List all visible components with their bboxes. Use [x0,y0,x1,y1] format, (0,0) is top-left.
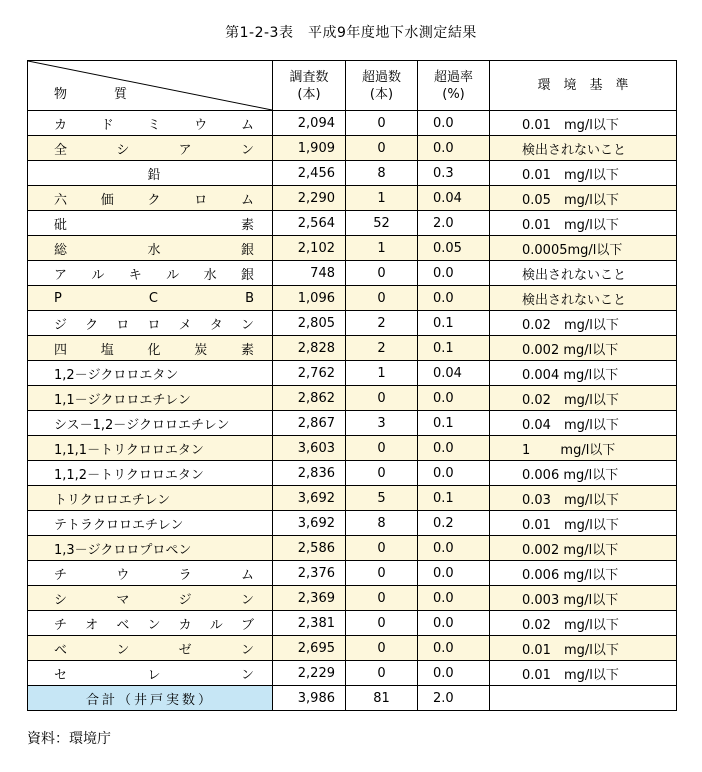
substance-name [28,561,273,586]
environmental-standard: 0.003 mg/l以下 [490,586,677,611]
substance-name-text: セ レ ン [54,667,254,683]
environmental-standard: 0.05 mg/l以下 [490,186,677,211]
survey-count: 2,867 [273,411,346,436]
substance-name-text: 総 水 銀 [54,242,254,258]
survey-count: 3,603 [273,436,346,461]
exceed-count: 0 [346,636,418,661]
environmental-standard: 0.004 mg/l以下 [490,361,677,386]
survey-count: 2,369 [273,586,346,611]
survey-count: 2,102 [273,236,346,261]
substance-name-text: ジ ク ロ ロ メ タ ン [54,317,254,333]
environmental-standard: 0.02 mg/l以下 [490,311,677,336]
exceed-rate: 0.0 [418,136,490,161]
survey-count: 2,586 [273,536,346,561]
header-rate [418,61,490,111]
exceed-count: 0 [346,261,418,286]
exceed-rate: 0.0 [418,286,490,311]
substance-name-text: 1,1－ジクロロエチレン [54,392,191,408]
exceed-count: 1 [346,186,418,211]
exceed-count: 1 [346,236,418,261]
table-row [28,136,677,161]
substance-name-text: 全 シ ア ン [54,142,254,158]
survey-count: 748 [273,261,346,286]
table-row [28,536,677,561]
header-substance [28,61,273,111]
exceed-count: 0 [346,536,418,561]
header-exceed [346,61,418,111]
substance-name-text: 1,1,1－トリクロロエタン [54,442,204,458]
environmental-standard: 0.01 mg/l以下 [490,111,677,136]
substance-name [28,161,273,186]
exceed-rate: 0.1 [418,486,490,511]
exceed-rate: 0.0 [418,436,490,461]
table-row [28,186,677,211]
exceed-rate: 0.0 [418,661,490,686]
environmental-standard: 0.006 mg/l以下 [490,461,677,486]
environmental-standard: 0.03 mg/l以下 [490,486,677,511]
environmental-standard: 0.002 mg/l以下 [490,536,677,561]
total-rate: 2.0 [418,686,490,711]
total-label: 合計（井戸実数） [28,686,273,711]
exceed-count: 0 [346,461,418,486]
source-note: 資料：環境庁 [27,731,111,747]
survey-count: 2,229 [273,661,346,686]
environmental-standard: 0.01 mg/l以下 [490,161,677,186]
environmental-standard: 0.0005mg/l以下 [490,236,677,261]
table-row [28,586,677,611]
exceed-rate: 0.0 [418,636,490,661]
exceed-rate: 0.3 [418,161,490,186]
survey-count: 3,692 [273,486,346,511]
substance-name-text: 1,2－ジクロロエタン [54,367,179,383]
substance-name-text: 1,3－ジクロロプロペン [54,542,192,558]
total-standard [490,686,677,711]
header-exceed-line2: (本) [369,86,394,102]
environmental-standard: 0.002 mg/l以下 [490,336,677,361]
exceed-count: 0 [346,586,418,611]
table-row [28,436,677,461]
header-rate-line2: (%) [442,86,465,102]
substance-name-text: チ オ ベ ン カ ル ブ [54,617,254,633]
survey-count: 2,828 [273,336,346,361]
exceed-rate: 2.0 [418,211,490,236]
environmental-standard: 0.04 mg/l以下 [490,411,677,436]
substance-name [28,311,273,336]
exceed-rate: 0.0 [418,261,490,286]
table-row [28,111,677,136]
substance-name [28,536,273,561]
substance-name [28,386,273,411]
table-body [28,111,677,686]
exceed-count: 0 [346,661,418,686]
exceed-count: 0 [346,136,418,161]
substance-name-text: テトラクロロエチレン [54,517,184,533]
exceed-rate: 0.0 [418,611,490,636]
survey-count: 2,762 [273,361,346,386]
environmental-standard: 0.006 mg/l以下 [490,561,677,586]
substance-name [28,136,273,161]
exceed-rate: 0.04 [418,361,490,386]
survey-count: 2,564 [273,211,346,236]
substance-name [28,211,273,236]
survey-count: 1,096 [273,286,346,311]
substance-name [28,111,273,136]
survey-count: 2,376 [273,561,346,586]
substance-name-text: 四 塩 化 炭 素 [54,342,254,358]
exceed-count: 0 [346,286,418,311]
groundwater-results-table [27,60,677,711]
substance-name-text: 鉛 [147,167,161,183]
table-row [28,211,677,236]
survey-count: 1,909 [273,136,346,161]
exceed-rate: 0.0 [418,386,490,411]
table-row [28,336,677,361]
substance-name [28,286,273,311]
table-row [28,161,677,186]
environmental-standard: 0.01 mg/l以下 [490,636,677,661]
exceed-count: 0 [346,111,418,136]
substance-name-text: シス－1,2－ジクロロエチレン [54,417,230,433]
exceed-rate: 0.1 [418,411,490,436]
exceed-rate: 0.1 [418,336,490,361]
substance-name-text: 砒 素 [54,217,254,233]
table-row [28,311,677,336]
substance-name-text: 六 価 ク ロ ム [54,192,254,208]
exceed-rate: 0.0 [418,461,490,486]
exceed-rate: 0.2 [418,511,490,536]
header-count-line2: (本) [297,86,321,102]
environmental-standard: 0.02 mg/l以下 [490,386,677,411]
table-row [28,561,677,586]
table-row [28,386,677,411]
substance-name [28,586,273,611]
survey-count: 2,456 [273,161,346,186]
exceed-count: 0 [346,561,418,586]
table-row [28,636,677,661]
exceed-count: 2 [346,336,418,361]
exceed-rate: 0.0 [418,111,490,136]
substance-name [28,186,273,211]
header-count [273,61,346,111]
header-exceed-line1: 超過数 [361,69,401,85]
substance-name [28,361,273,386]
exceed-rate: 0.04 [418,186,490,211]
substance-name-text: シ マ ジ ン [54,592,254,608]
table-row [28,236,677,261]
table-row [28,486,677,511]
environmental-standard: 検出されないこと [490,136,677,161]
table-row [28,286,677,311]
table-row [28,461,677,486]
substance-name-text: P C B [54,290,254,306]
environmental-standard: 検出されないこと [490,261,677,286]
environmental-standard: 1 mg/l以下 [490,436,677,461]
substance-name [28,511,273,536]
environmental-standard: 0.01 mg/l以下 [490,211,677,236]
table-row [28,611,677,636]
header-count-line1: 調査数 [289,69,329,85]
substance-name [28,411,273,436]
substance-name-text: 1,1,2－トリクロロエタン [54,467,204,483]
exceed-rate: 0.05 [418,236,490,261]
table-row [28,261,677,286]
survey-count: 2,381 [273,611,346,636]
exceed-count: 1 [346,361,418,386]
exceed-count: 0 [346,386,418,411]
environmental-standard: 0.01 mg/l以下 [490,511,677,536]
total-count: 3,986 [273,686,346,711]
substance-name [28,236,273,261]
substance-name [28,336,273,361]
substance-name [28,661,273,686]
exceed-count: 0 [346,436,418,461]
total-row [28,686,677,711]
survey-count: 2,836 [273,461,346,486]
substance-name [28,486,273,511]
exceed-rate: 0.0 [418,586,490,611]
exceed-count: 8 [346,511,418,536]
exceed-count: 0 [346,611,418,636]
exceed-count: 8 [346,161,418,186]
survey-count: 2,805 [273,311,346,336]
table-row [28,361,677,386]
header-row [28,61,677,111]
environmental-standard: 0.02 mg/l以下 [490,611,677,636]
environmental-standard: 0.01 mg/l以下 [490,661,677,686]
substance-name [28,636,273,661]
exceed-count: 52 [346,211,418,236]
substance-name-text: カ ド ミ ウ ム [54,117,254,133]
survey-count: 2,862 [273,386,346,411]
header-substance-label: 物 質 [54,87,130,102]
substance-name-text: ベ ン ゼ ン [54,642,254,658]
substance-name [28,261,273,286]
substance-name-text: チ ウ ラ ム [54,567,254,583]
exceed-rate: 0.0 [418,561,490,586]
exceed-rate: 0.1 [418,311,490,336]
header-standard: 環 境 基 準 [490,61,677,111]
exceed-rate: 0.0 [418,536,490,561]
survey-count: 2,290 [273,186,346,211]
survey-count: 2,094 [273,111,346,136]
table-row [28,661,677,686]
survey-count: 2,695 [273,636,346,661]
header-rate-line1: 超過率 [433,69,473,85]
substance-name [28,436,273,461]
substance-name [28,611,273,636]
substance-name [28,461,273,486]
exceed-count: 2 [346,311,418,336]
environmental-standard: 検出されないこと [490,286,677,311]
table-row [28,511,677,536]
exceed-count: 3 [346,411,418,436]
exceed-count: 5 [346,486,418,511]
substance-name-text: ア ル キ ル 水 銀 [54,267,254,283]
table-title: 第1-2-3表 平成9年度地下水測定結果 [225,25,477,41]
substance-name-text: トリクロロエチレン [54,492,171,508]
total-exceed: 81 [346,686,418,711]
table-row [28,411,677,436]
survey-count: 3,692 [273,511,346,536]
